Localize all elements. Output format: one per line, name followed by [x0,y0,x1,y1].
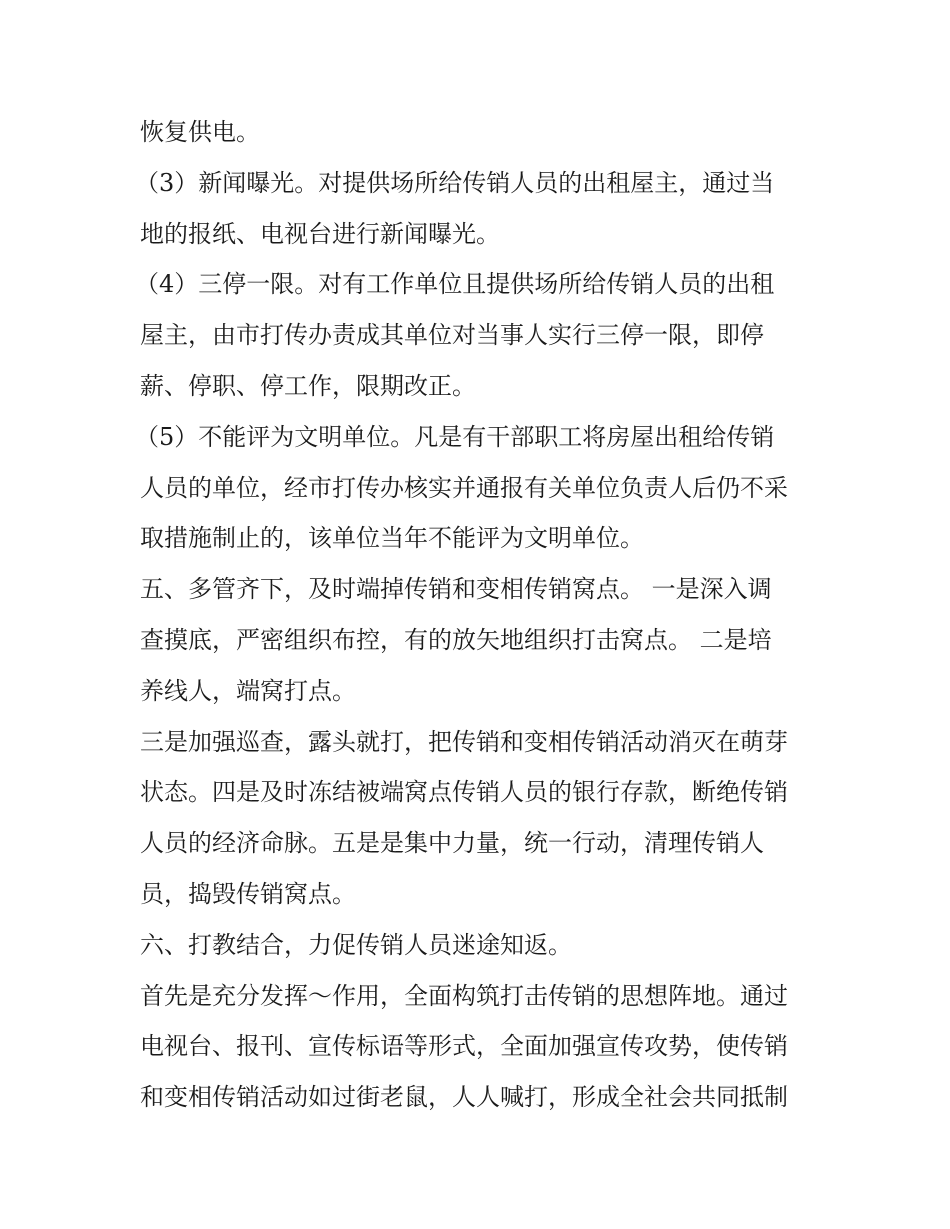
text-line-5: 屋主，由市打传办责成其单位对当事人实行三停一限，即停 [140,321,764,350]
text-line-10: 五、多管齐下，及时端掉传销和变相传销窝点。 一是深入调 [140,575,772,604]
text-line-19: 电视台、报刊、宣传标语等形式，全面加强宣传攻势，使传销 [140,1032,788,1061]
text-line-1: 恢复供电。 [140,118,260,146]
text-line-8: 人员的单位，经市打传办核实并通报有关单位负责人后仍不采 [140,473,788,502]
text-line-6: 薪、停职、停工作，限期改正。 [140,371,476,400]
text-line-15: 人员的经济命脉。五是是集中力量，统一行动，清理传销人 [140,829,764,858]
text-line-16: 员，捣毁传销窝点。 [140,879,356,908]
text-line-12: 养线人，端窝打点。 [140,676,356,705]
text-line-17: 六、打教结合，力促传销人员迷途知返。 [140,930,572,959]
text-line-7: （5）不能评为文明单位。凡是有干部职工将房屋出租给传销 [135,422,775,451]
text-line-20: 和变相传销活动如过街老鼠，人人喊打，形成全社会共同抵制 [140,1083,788,1112]
text-line-11: 查摸底，严密组织布控，有的放矢地组织打击窝点。 二是培 [140,625,772,654]
body-text [135,107,820,1123]
text-line-4: （4）三停一限。对有工作单位且提供场所给传销人员的出租 [135,270,775,299]
text-line-18: 首先是充分发挥～作用，全面构筑打击传销的思想阵地。通过 [140,981,788,1010]
text-line-3: 地的报纸、电视台进行新闻曝光。 [140,219,500,248]
text-line-2: （3）新闻曝光。对提供场所给传销人员的出租屋主，通过当 [135,168,775,197]
text-line-13: 三是加强巡查，露头就打，把传销和变相传销活动消灭在萌芽 [140,727,788,756]
text-line-9: 取措施制止的，该单位当年不能评为文明单位。 [140,524,644,553]
text-line-14: 状态。四是及时冻结被端窝点传销人员的银行存款，断绝传销 [140,778,788,807]
